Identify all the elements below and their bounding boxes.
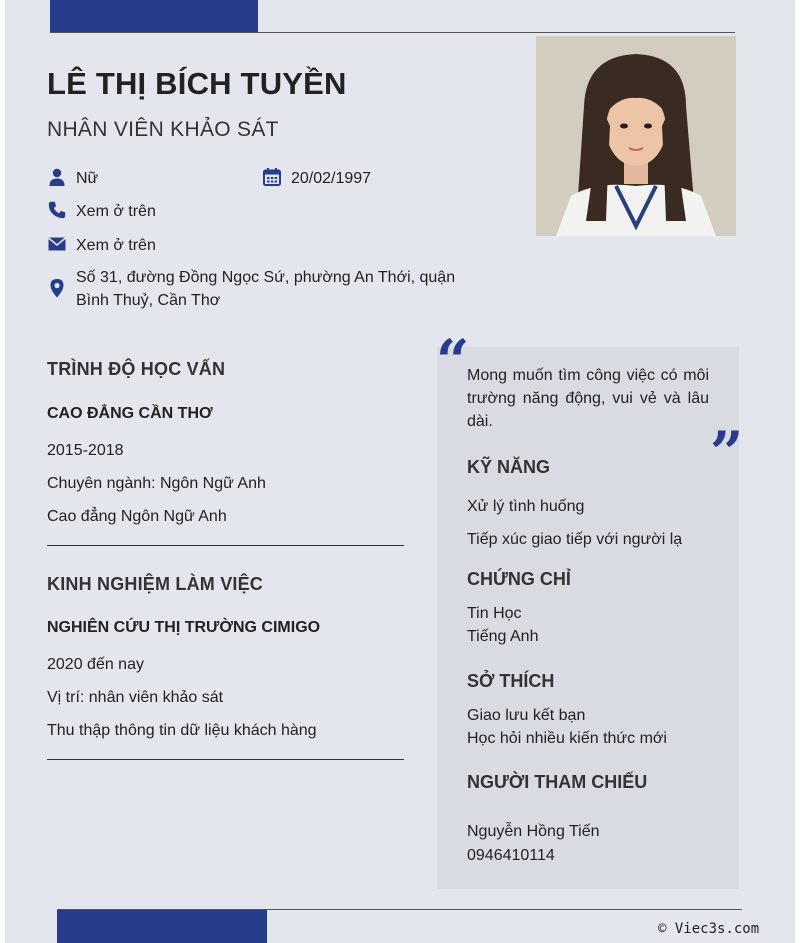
calendar-icon xyxy=(262,167,282,187)
top-accent-bar xyxy=(50,0,258,33)
birthdate-row xyxy=(262,167,371,190)
certificates-heading: CHỨNG CHỈ xyxy=(467,569,571,589)
experience-period: 2020 đến nay xyxy=(47,656,144,673)
copyright-text: © Viec3s.com xyxy=(658,921,760,937)
education-divider xyxy=(47,545,404,546)
address-line-2: Bình Thuỷ, Cần Thơ xyxy=(76,292,221,309)
hobby-item: Giao lưu kết bạn xyxy=(467,707,586,724)
location-pin-icon xyxy=(47,278,67,298)
experience-task: Thu thập thông tin dữ liệu khách hàng xyxy=(47,722,317,739)
experience-heading: KINH NGHIỆM LÀM VIỆC xyxy=(47,574,264,594)
address-value xyxy=(76,266,455,312)
education-heading: TRÌNH ĐỘ HỌC VẤN xyxy=(47,359,226,379)
education-major: Chuyên ngành: Ngôn Ngữ Anh xyxy=(47,475,266,492)
career-objective: Mong muốn tìm công việc có môi trường năng động, vui vẻ và lâu dài. xyxy=(467,367,709,430)
education-degree: Cao đẳng Ngôn Ngữ Anh xyxy=(47,508,227,525)
email-icon xyxy=(47,234,67,254)
certificate-item: Tiếng Anh xyxy=(467,628,539,645)
skills-heading: KỸ NĂNG xyxy=(467,457,551,477)
skill-item: Xử lý tình huống xyxy=(467,498,585,515)
quote-open-icon: “ xyxy=(436,327,470,395)
profile-photo-illustration xyxy=(536,36,736,236)
experience-company: NGHIÊN CỨU THỊ TRƯỜNG CIMIGO xyxy=(47,619,321,636)
hobby-item: Học hỏi nhiều kiến thức mới xyxy=(467,730,667,747)
quote-close-icon: ” xyxy=(710,419,744,487)
experience-divider xyxy=(47,759,404,760)
job-title: NHÂN VIÊN KHẢO SÁT xyxy=(47,118,279,141)
profile-photo xyxy=(536,36,736,236)
top-divider xyxy=(50,32,735,33)
email-row xyxy=(47,234,156,257)
education-period: 2015-2018 xyxy=(47,442,124,459)
gender-value: Nữ xyxy=(76,170,99,187)
reference-name: Nguyễn Hồng Tiến xyxy=(467,823,600,840)
experience-position: Vị trí: nhân viên khảo sát xyxy=(47,689,224,706)
phone-icon xyxy=(47,200,67,220)
birthdate-value: 20/02/1997 xyxy=(291,170,372,187)
skill-item: Tiếp xúc giao tiếp với người lạ xyxy=(467,531,683,548)
candidate-name: LÊ THỊ BÍCH TUYỀN xyxy=(47,66,347,101)
certificate-item: Tin Học xyxy=(467,605,522,622)
bottom-accent-bar xyxy=(57,909,267,943)
education-school: CAO ĐẲNG CẦN THƠ xyxy=(47,405,213,422)
address-line-1: Số 31, đường Đồng Ngọc Sứ, phường An Thới, quận xyxy=(76,269,456,286)
phone-value: Xem ở trên xyxy=(76,203,156,220)
phone-row xyxy=(47,200,156,223)
bottom-divider xyxy=(57,909,742,910)
references-heading: NGƯỜI THAM CHIẾU xyxy=(467,772,648,792)
email-value: Xem ở trên xyxy=(76,237,156,254)
reference-phone: 0946410114 xyxy=(467,847,555,864)
gender-row xyxy=(47,167,98,190)
hobbies-heading: SỞ THÍCH xyxy=(467,671,555,691)
address-row xyxy=(47,266,455,312)
person-icon xyxy=(47,167,67,187)
